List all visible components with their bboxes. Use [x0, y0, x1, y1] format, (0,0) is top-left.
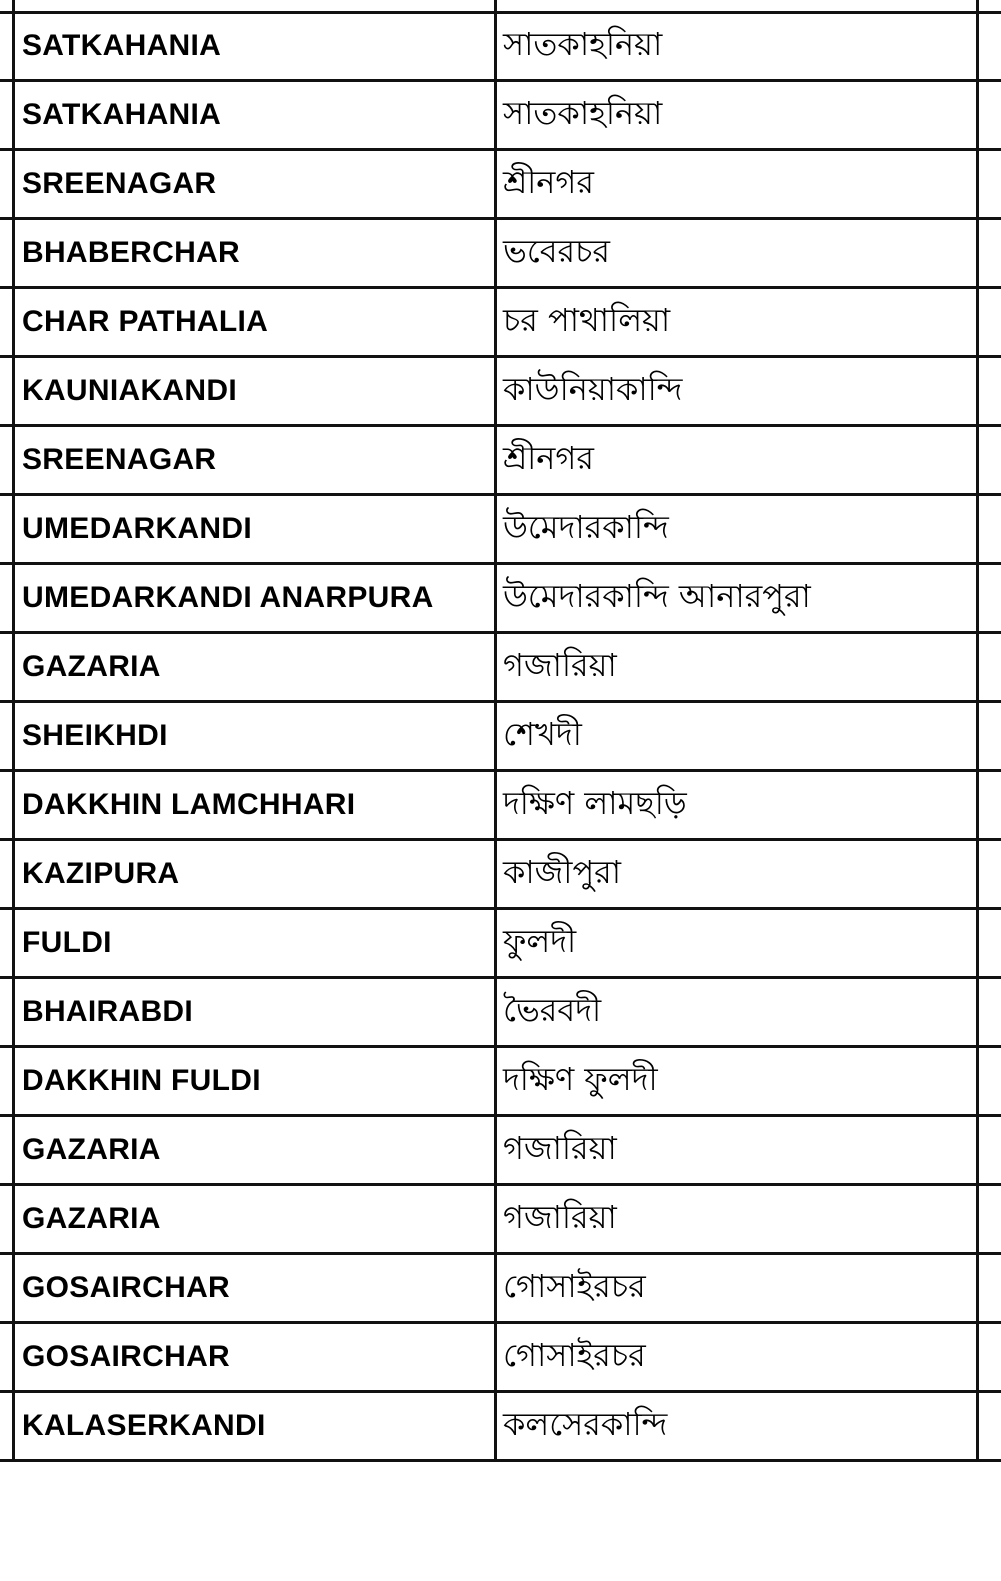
bangla-name-cell: শ্রীনগর — [503, 439, 594, 477]
table-row — [0, 82, 1001, 151]
bangla-name-cell: উমেদারকান্দি — [503, 508, 669, 546]
table-row — [0, 910, 1001, 979]
bangla-name-cell: দক্ষিণ লামছড়ি — [503, 784, 687, 822]
table-row — [0, 289, 1001, 358]
table-row — [0, 841, 1001, 910]
english-name-cell: SATKAHANIA — [22, 98, 222, 131]
table-row — [0, 427, 1001, 496]
english-name-cell: KAUNIAKANDI — [22, 374, 237, 407]
bangla-name-cell: গজারিয়া — [503, 1129, 617, 1167]
bangla-name-cell: গজারিয়া — [503, 1198, 617, 1236]
english-name-cell: GAZARIA — [22, 1133, 161, 1166]
bangla-name-cell: শেখদী — [503, 715, 582, 753]
table-row — [0, 358, 1001, 427]
english-name-cell: KALASERKANDI — [22, 1409, 266, 1442]
english-name-cell: SREENAGAR — [22, 443, 217, 476]
english-name-cell: SATKAHANIA — [22, 29, 222, 62]
english-name-cell: DAKKHIN FULDI — [22, 1064, 261, 1097]
bangla-name-cell: ফুলদী — [503, 922, 577, 960]
table-row — [0, 979, 1001, 1048]
bangla-name-cell: ভবেরচর — [503, 232, 610, 270]
table-row — [0, 1324, 1001, 1393]
bangla-name-cell: গোসাইরচর — [503, 1336, 646, 1374]
english-name-cell: UMEDARKANDI ANARPURA — [22, 581, 434, 614]
table-row — [0, 1048, 1001, 1117]
table-row — [0, 1117, 1001, 1186]
table-row — [0, 565, 1001, 634]
english-name-cell: GAZARIA — [22, 1202, 161, 1235]
table-row — [0, 13, 1001, 82]
table-row — [0, 703, 1001, 772]
bangla-name-cell: শ্রীনগর — [503, 163, 594, 201]
table-row — [0, 220, 1001, 289]
english-name-cell: GOSAIRCHAR — [22, 1271, 231, 1304]
bangla-name-cell: উমেদারকান্দি আনারপুরা — [503, 577, 811, 615]
table-row — [0, 1255, 1001, 1324]
bangla-name-cell: গজারিয়া — [503, 646, 617, 684]
english-name-cell: GAZARIA — [22, 650, 161, 683]
bangla-name-cell: গোসাইরচর — [503, 1267, 646, 1305]
bangla-name-cell: কাউনিয়াকান্দি — [503, 370, 683, 408]
english-name-cell: GOSAIRCHAR — [22, 1340, 231, 1373]
table-row — [0, 1186, 1001, 1255]
bangla-name-cell: চর পাথালিয়া — [503, 301, 671, 339]
english-name-cell: BHAIRABDI — [22, 995, 194, 1028]
english-name-cell: FULDI — [22, 926, 112, 959]
english-name-cell: KAZIPURA — [22, 857, 180, 890]
table-row — [0, 496, 1001, 565]
english-name-cell: BHABERCHAR — [22, 236, 240, 269]
bangla-name-cell: দক্ষিণ ফুলদী — [503, 1060, 658, 1098]
bangla-name-cell: সাতকাহনিয়া — [503, 94, 663, 132]
table-row — [0, 1393, 1001, 1462]
table-row — [0, 772, 1001, 841]
english-name-cell: UMEDARKANDI — [22, 512, 252, 545]
english-name-cell: CHAR PATHALIA — [22, 305, 269, 338]
bangla-name-cell: সাতকাহনিয়া — [503, 25, 663, 63]
table-row — [0, 151, 1001, 220]
english-name-cell: SHEIKHDI — [22, 719, 168, 752]
bangla-name-cell: কলসেরকান্দি — [503, 1405, 668, 1443]
table-row — [0, 634, 1001, 703]
bangla-name-cell: ভৈরবদী — [503, 991, 602, 1029]
english-name-cell: DAKKHIN LAMCHHARI — [22, 788, 356, 821]
english-name-cell: SREENAGAR — [22, 167, 217, 200]
bangla-name-cell: কাজীপুরা — [503, 853, 622, 891]
